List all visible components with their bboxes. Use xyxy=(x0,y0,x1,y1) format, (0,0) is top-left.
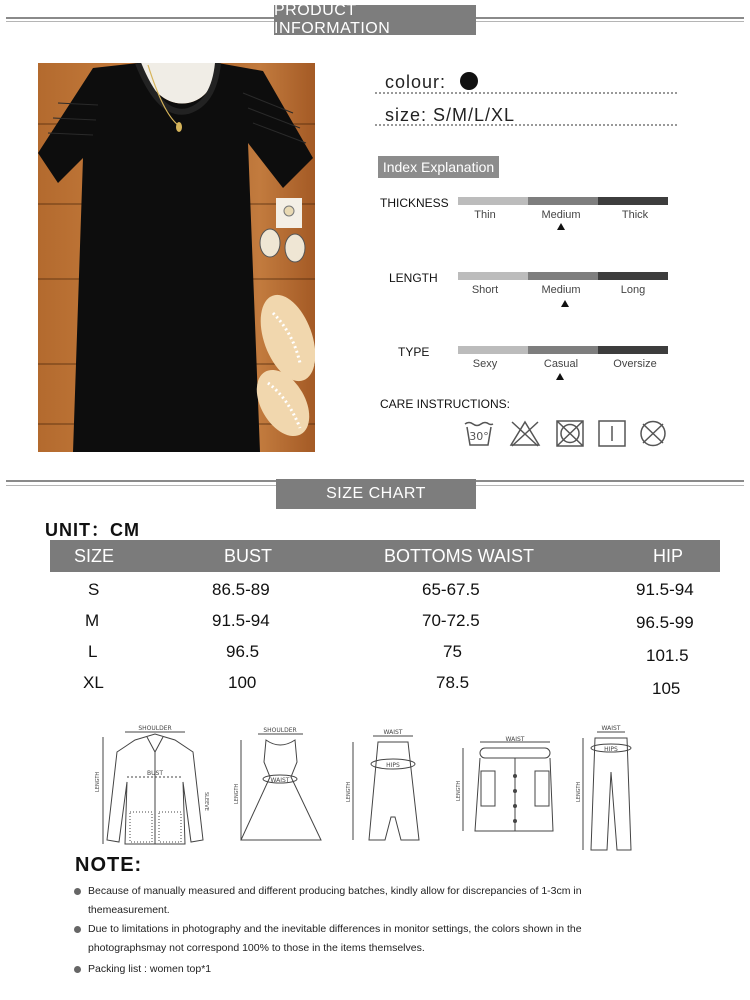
svg-text:WAIST: WAIST xyxy=(601,725,621,732)
skirt-measure-sketch xyxy=(343,722,433,852)
length-option-medium: Medium xyxy=(541,284,581,296)
table-cell-waist: 78.5 xyxy=(436,673,470,692)
type-label: TYPE xyxy=(398,345,430,359)
table-cell-waist: 75 xyxy=(443,642,462,661)
svg-text:LENGTH: LENGTH xyxy=(576,781,582,802)
note-title: NOTE: xyxy=(75,854,143,876)
thickness-option-thick: Thick xyxy=(621,209,649,221)
selected-marker-icon xyxy=(561,300,569,307)
table-cell-bust: 91.5-94 xyxy=(212,611,270,630)
header-bottoms-waist: BOTTOMS WAIST xyxy=(384,546,535,566)
length-label: LENGTH xyxy=(389,271,438,285)
dress-illustration xyxy=(38,63,315,452)
svg-text:SHOULDER: SHOULDER xyxy=(138,725,172,732)
line-dry-icon xyxy=(596,418,628,448)
svg-text:LENGTH: LENGTH xyxy=(346,781,352,802)
length-option-long: Long xyxy=(620,284,646,296)
svg-text:LENGTH: LENGTH xyxy=(234,783,240,804)
selected-marker-icon xyxy=(556,373,564,380)
dotted-divider xyxy=(375,124,677,126)
table-cell-hip: 91.5-94 xyxy=(636,580,694,599)
table-cell-size: L xyxy=(88,642,98,661)
no-tumble-dry-icon xyxy=(554,418,586,448)
svg-text:BUST: BUST xyxy=(147,770,163,777)
table-cell-bust: 100 xyxy=(228,673,257,692)
colour-label: colour: xyxy=(385,72,447,92)
note-bullet-icon xyxy=(74,926,81,933)
table-cell-hip: 101.5 xyxy=(646,646,689,665)
header-bust: BUST xyxy=(224,546,273,566)
note-item: Due to limitations in photography and the inevitable differences in monitor settings, the colors shown in the photographsmay not correspond 100% to those in the items themselves. xyxy=(88,923,582,954)
no-dry-clean-icon xyxy=(637,418,669,448)
svg-text:30°: 30° xyxy=(469,430,489,443)
table-cell-hip: 105 xyxy=(652,679,681,698)
no-bleach-icon xyxy=(509,418,541,448)
svg-text:LENGTH: LENGTH xyxy=(95,771,101,792)
table-cell-bust: 86.5-89 xyxy=(212,580,270,599)
colour-row xyxy=(385,72,478,93)
svg-text:WAIST: WAIST xyxy=(383,729,403,736)
svg-text:WAIST: WAIST xyxy=(270,777,290,784)
dotted-divider xyxy=(375,92,677,94)
table-cell-hip: 96.5-99 xyxy=(636,613,694,632)
pants-measure-sketch xyxy=(575,722,645,857)
note-bullet-icon xyxy=(74,888,81,895)
note-item: Packing list : women top*1 xyxy=(88,963,212,975)
note-item: Because of manually measured and different producing batches, kindly allow for discrepancies of 1-3cm in themeasurement. xyxy=(88,885,582,916)
table-cell-size: M xyxy=(85,611,100,630)
product-photo xyxy=(38,63,315,452)
note-bullet-icon xyxy=(74,966,81,973)
size-value: S/M/L/XL xyxy=(433,105,516,125)
type-option-sexy: Sexy xyxy=(472,358,498,370)
shirt-measure-sketch xyxy=(95,722,215,852)
thickness-option-medium: Medium xyxy=(541,209,581,221)
svg-text:WAIST: WAIST xyxy=(505,736,525,743)
table-cell-bust: 96.5 xyxy=(226,642,260,661)
length-option-short: Short xyxy=(471,284,499,296)
size-row xyxy=(385,105,515,126)
table-cell-waist: 70-72.5 xyxy=(422,611,480,630)
svg-text:HIPS: HIPS xyxy=(604,746,618,753)
colour-swatch-black[interactable] xyxy=(460,72,478,90)
header-size: SIZE xyxy=(74,546,115,566)
svg-text:SHOULDER: SHOULDER xyxy=(263,727,297,734)
wash-30-icon xyxy=(463,418,495,448)
selected-marker-icon xyxy=(557,223,565,230)
shorts-measure-sketch xyxy=(455,736,565,846)
dress-measure-sketch xyxy=(233,722,328,852)
svg-text:LENGTH: LENGTH xyxy=(456,780,462,801)
header-hip: HIP xyxy=(653,546,684,566)
index-explanation-title: Index Explanation xyxy=(378,156,499,178)
size-chart-banner: SIZE CHART xyxy=(276,479,476,509)
table-cell-waist: 65-67.5 xyxy=(422,580,480,599)
unit-label: UNIT：CM xyxy=(45,520,140,540)
table-cell-size: XL xyxy=(83,673,104,692)
thickness-label: THICKNESS xyxy=(380,196,449,210)
size-label: size: xyxy=(385,105,428,125)
type-option-casual: Casual xyxy=(543,358,579,370)
product-info-banner: PRODUCT INFORMATION xyxy=(274,5,476,35)
table-cell-size: S xyxy=(88,580,100,599)
svg-text:HIPS: HIPS xyxy=(386,762,400,769)
svg-text:SLEEVE: SLEEVE xyxy=(203,792,209,811)
type-option-oversize: Oversize xyxy=(613,358,657,370)
care-instructions-title: CARE INSTRUCTIONS: xyxy=(380,397,511,411)
thickness-option-thin: Thin xyxy=(474,209,496,221)
